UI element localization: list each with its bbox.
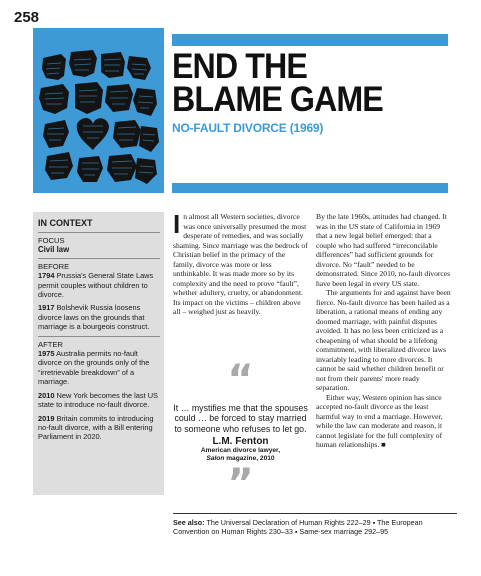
quote-author: L.M. Fenton [212,436,269,448]
entry-text: Australia permits no-fault divorce on the grounds only of the “irretrievable breakdown” of a marriage. [38,349,150,387]
sidebar-divider [38,232,160,233]
focus-label: FOCUS [38,236,65,245]
entry-text: New York becomes the last US state to introduce no-fault divorce. [38,390,158,410]
hero-illustration [33,28,164,193]
pull-quote [173,357,308,508]
page-subtitle: NO-FAULT DIVORCE (1969) [172,121,324,135]
title-accent-bar-top [172,34,448,46]
timeline-entry [38,349,160,387]
quote-source-rest: magazine, 2010 [224,455,275,463]
drop-cap: I [173,209,181,239]
sidebar-divider [38,336,160,337]
page-number: 258 [14,9,40,26]
focus-value: Civil law [38,245,70,255]
paragraph-text: n almost all Western societies, divorce was once universally presumed the most desperate of remedies, and was socially shaming. Since marriage was the bedrock of Christian belief in the primacy of the family, divorce was more or less unthinkable. It was made more so by its complexity and the need to prove “fault”, whether adultery, cruelty, or abandonment. Its impact on the victims – children above all – weighed just as heavily. [173,212,308,316]
entry-text: Britain commits to introducing no-fault divorce, with a Bill entering Parliament in 2020. [38,413,154,442]
timeline-entry [38,271,160,299]
sidebar-divider [38,258,160,259]
body-paragraph [173,209,308,317]
timeline-entry [38,414,160,442]
entry-year: 1975 [38,349,55,359]
quote-publication: Salon [206,455,225,463]
entry-text: Prussia's General State Laws permit couples without children to divorce. [38,271,154,300]
torn-paper-scraps-illustration [33,28,164,193]
quote-text: It … mystifies me that the spouses could … be forced to stay married to someone who refuses to let go. [173,403,308,434]
sidebar-heading: IN CONTEXT [38,218,93,228]
body-paragraph: The arguments for and against have been fierce. No-fault divorce has been hailed as a liberation, a rational means of ending any doomed marriage, with painful disputes avoided. It has no less been criticized as a cheapening of what should be a lifelong commitment, with liberalized divorce laws invariably leading to more divorces. It cannot be said whether children benefit or not from their parents' more ready separation. [316,288,451,392]
entry-year: 1794 [38,271,55,281]
timeline-entry [38,391,160,410]
quote-role-line: American divorce lawyer, [200,447,281,455]
after-label: AFTER [38,339,63,349]
before-label: BEFORE [38,261,70,271]
entry-text: Bolshevik Russia loosens divorce laws on the grounds that marriage is a bourgeois construct. [38,303,150,332]
close-quote-mark: ” [227,461,254,508]
entry-year: 2010 [38,390,55,400]
body-paragraph: Either way, Western opinion has since accepted no-fault divorce as the least harmful way to end a marriage. However, while the law can moderate and reason, it cannot legislate for the full complexity of human relationships. ■ [316,392,443,449]
body-column-2 [316,212,452,450]
entry-year: 2019 [38,413,55,423]
title-line-1: END THE [172,47,307,86]
see-also-label: See also: [173,518,205,527]
in-context-sidebar [33,212,164,495]
body-paragraph: By the late 1960s, attitudes had changed. It was in the US state of California in 1969 that a new legal belief emerged: that a couple who had suffered “irreconcilable differences” had sufficient grounds for divorce. No “fault” needed to be demonstrated. Since 2010, no-fault divorces have been legal in every US state. [316,212,451,288]
body-column-1 [173,209,308,317]
title-line-2: BLAME GAME [172,80,383,119]
entry-year: 1917 [38,303,55,313]
title-accent-bar-bottom [172,183,448,193]
page-title [172,47,439,119]
see-also-references: The Universal Declaration of Human Rights 222–29 ▪ The European Convention on Human Rights 230–33 ▪ Same-sex marriage 292–95 [173,518,423,536]
timeline-entry [38,303,160,331]
see-also-footer [173,513,457,536]
open-quote-mark: “ [227,357,254,403]
